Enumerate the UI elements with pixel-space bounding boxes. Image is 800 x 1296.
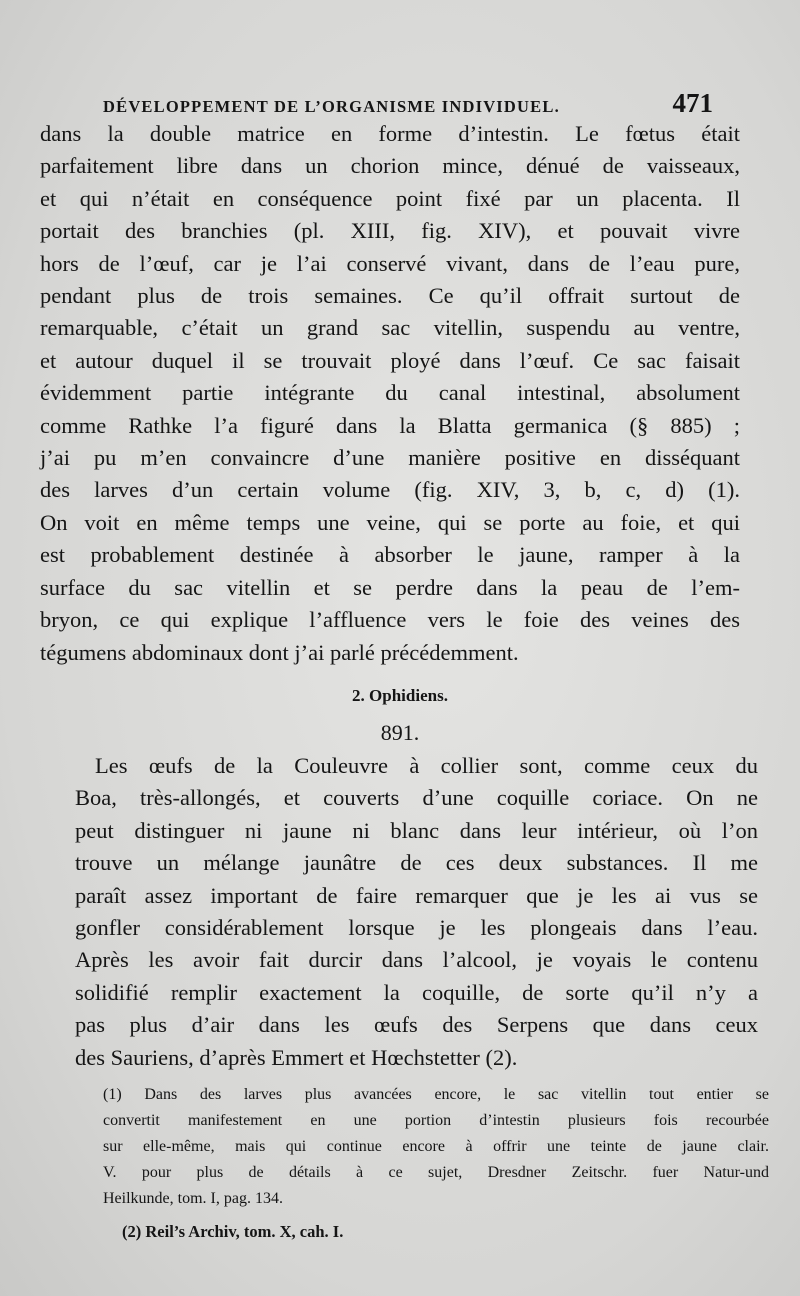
text-line: hors de l’œuf, car je l’ai conservé vivant, dans de l’eau pure, (40, 250, 740, 276)
section-number: 891. (380, 720, 420, 745)
text-line: gonfler considérablement lorsque je les plongeais dans l’eau. (75, 915, 758, 941)
text-line: j’ai pu m’en convaincre d’une manière positive en disséquant (40, 445, 740, 471)
text-line: portait des branchies (pl. XIII, fig. XIV), et pouvait vivre (40, 218, 740, 244)
text-line: surface du sac vitellin et se perdre dans la peau de l’em- (40, 574, 740, 600)
text-line: et qui n’était en conséquence point fixé par un placenta. Il (40, 185, 740, 211)
text-line: parfaitement libre dans un chorion mince, dénué de vaisseaux, (40, 153, 740, 179)
text-line: comme Rathke l’a figuré dans la Blatta germanica (§ 885) ; (40, 412, 740, 438)
text-line: des larves d’un certain volume (fig. XIV, 3, b, c, d) (1). (40, 477, 740, 503)
text-line: et autour duquel il se trouvait ployé dans l’œuf. Ce sac faisait (40, 347, 740, 373)
text-line: On voit en même temps une veine, qui se porte au foie, et qui (40, 509, 740, 535)
text-line: pendant plus de trois semaines. Ce qu’il offrait surtout de (40, 283, 740, 309)
text-line: des Sauriens, d’après Emmert et Hœchstetter (2). (75, 1044, 518, 1070)
text-line: trouve un mélange jaunâtre de ces deux substances. Il me (75, 850, 758, 876)
text-line: est probablement destinée à absorber le jaune, ramper à la (40, 542, 740, 568)
section-title: 2. Ophidiens. (352, 686, 448, 705)
paragraph-1 (40, 118, 740, 669)
footnote-line: (1) Dans des larves plus avancées encore, le sac vitellin tout entier se (103, 1086, 769, 1103)
footnote-line: sur elle-même, mais qui continue encore à offrir une teinte de jaune clair. (103, 1138, 769, 1155)
text-line: bryon, ce qui explique l’affluence vers le foie des veines des (40, 607, 740, 633)
footnote-1 (103, 1082, 769, 1212)
text-line: Boa, très-allongés, et couverts d’une coquille coriace. On ne (75, 785, 758, 811)
footnote-2: (2) Reil’s Archiv, tom. X, cah. I. (122, 1222, 344, 1241)
page-number: 471 (672, 88, 713, 118)
text-line: remarquable, c’était un grand sac vitellin, suspendu au ventre, (40, 315, 740, 341)
text-line: pas plus d’air dans les œufs des Serpens que dans ceux (75, 1012, 758, 1038)
text-line: solidifié remplir exactement la coquille, de sorte qu’il n’y a (75, 979, 758, 1005)
text-line: peut distinguer ni jaune ni blanc dans leur intérieur, où l’on (75, 817, 758, 843)
text-line: dans la double matrice en forme d’intestin. Le fœtus était (40, 121, 740, 146)
paragraph-2 (75, 750, 758, 1074)
text-line: paraît assez important de faire remarquer que je les ai vus se (75, 882, 758, 908)
text-line: Après les avoir fait durcir dans l’alcool, je voyais le contenu (75, 947, 758, 973)
footnote-line: convertit manifestement en une portion d’intestin plusieurs fois recourbée (103, 1112, 769, 1129)
text-line: évidemment partie intégrante du canal intestinal, absolument (40, 380, 740, 406)
page-header (103, 88, 713, 120)
footnote-line: Heilkunde, tom. I, pag. 134. (103, 1190, 283, 1207)
running-head: DÉVELOPPEMENT DE L’ORGANISME INDIVIDUEL. (103, 97, 560, 116)
footnote-line: V. pour plus de détails à ce sujet, Dresdner Zeitschr. fuer Natur-und (103, 1164, 769, 1181)
text-line: Les œufs de la Couleuvre à collier sont, comme ceux du (95, 753, 758, 778)
text-line: tégumens abdominaux dont j’ai parlé précédemment. (40, 639, 519, 665)
